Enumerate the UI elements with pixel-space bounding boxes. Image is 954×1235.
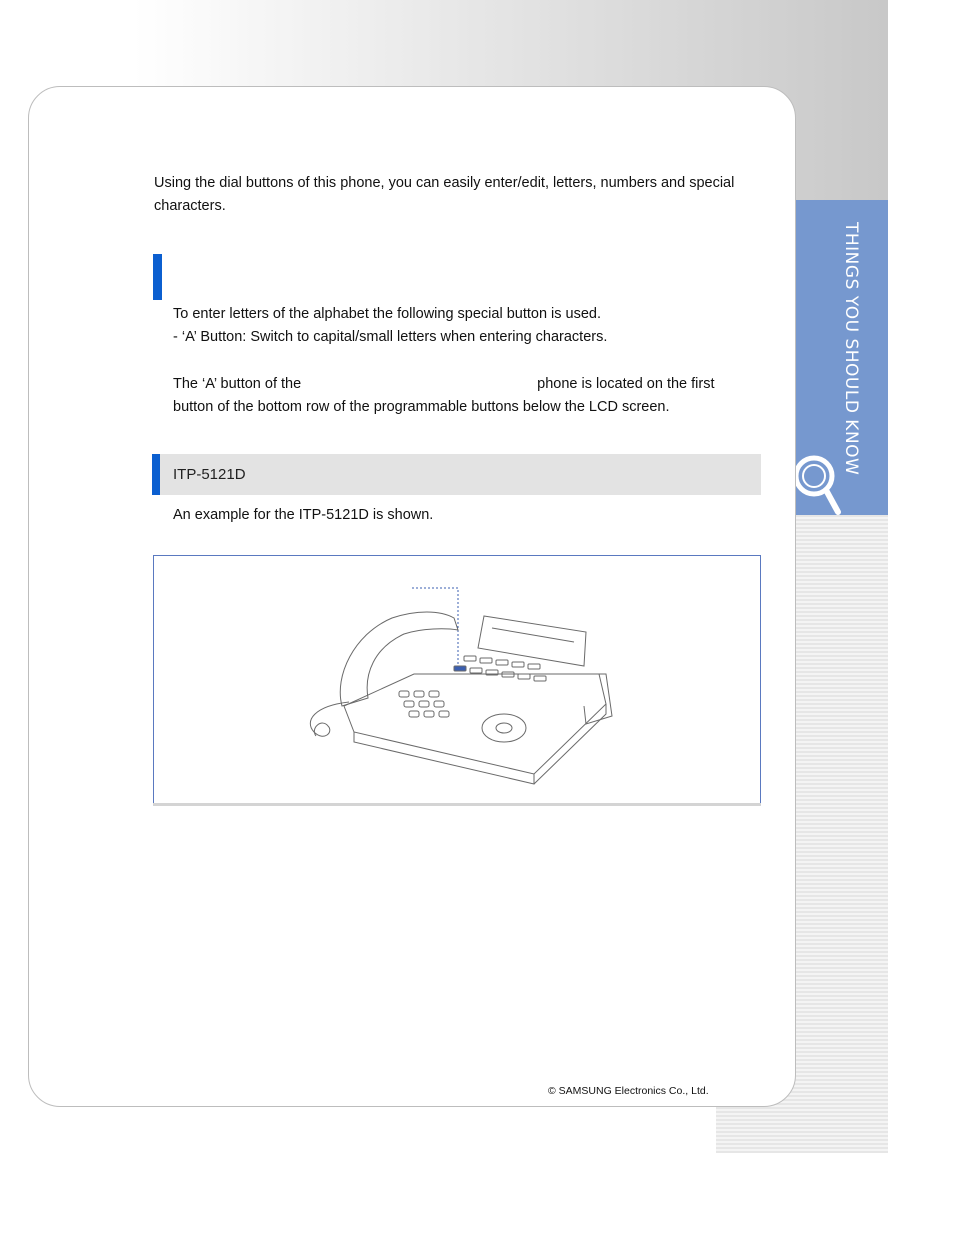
- model-description: An example for the ITP-5121D is shown.: [173, 507, 434, 523]
- location-text-end: phone is located on the first button of the bottom row of the programmable buttons below the LCD screen.: [173, 376, 715, 415]
- model-section-header: [152, 454, 761, 495]
- phone-figure: [153, 555, 761, 804]
- side-tab-label: THINGS YOU SHOULD KNOW: [841, 222, 861, 476]
- location-text-start: The ‘A’ button of the: [173, 376, 302, 392]
- section-marker: [152, 454, 160, 495]
- special-button-paragraph: [173, 303, 753, 349]
- magnifier-icon: [796, 450, 888, 515]
- phone-illustration: [154, 556, 760, 803]
- a-button-description: - ‘A’ Button: Switch to capital/small letters when entering characters.: [173, 329, 608, 345]
- special-button-intro: To enter letters of the alphabet the following special button is used.: [173, 306, 602, 322]
- intro-paragraph: Using the dial buttons of this phone, you can easily enter/edit, letters, numbers and special characters.: [154, 175, 735, 214]
- copyright: © SAMSUNG Electronics Co., Ltd.: [548, 1085, 709, 1097]
- a-button-location-paragraph: [173, 373, 753, 419]
- side-tab[interactable]: [796, 200, 888, 515]
- model-title: ITP-5121D: [173, 466, 246, 483]
- figure-shadow: [153, 803, 761, 806]
- section-marker: [153, 254, 162, 300]
